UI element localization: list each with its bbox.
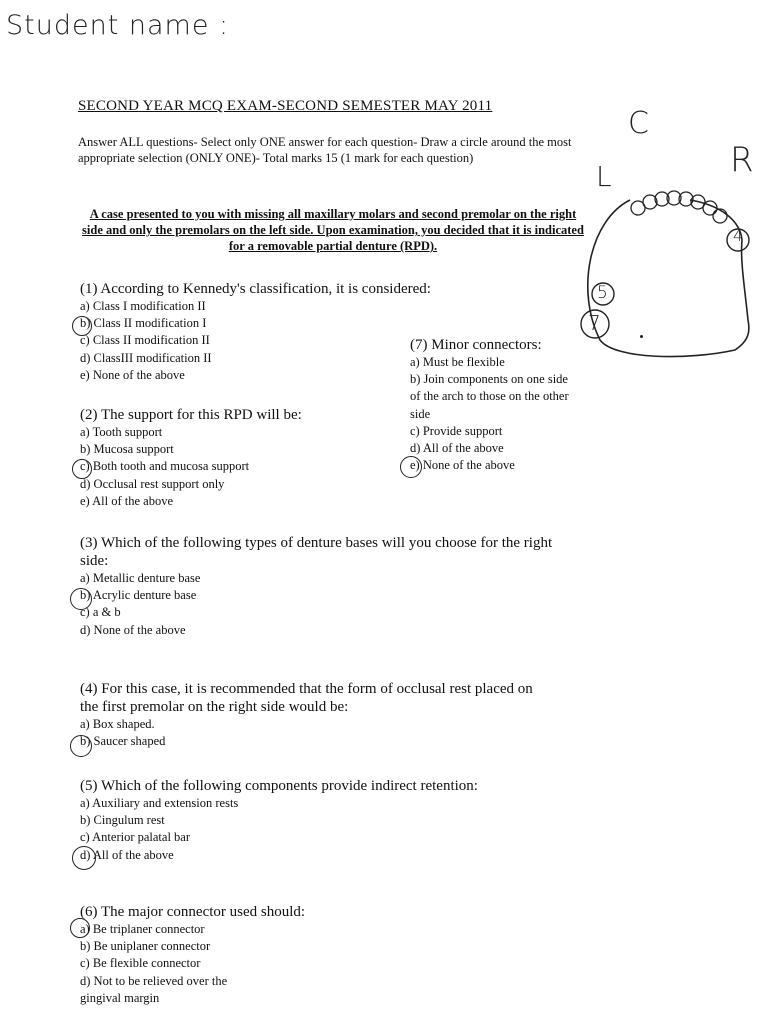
option-c[interactable]: c) Class II modification II xyxy=(80,333,210,348)
option-e[interactable]: e) None of the above xyxy=(410,458,515,473)
question-stem: (2) The support for this RPD will be: xyxy=(80,407,302,423)
option-b[interactable]: b) Acrylic denture base xyxy=(80,588,197,603)
question-2 xyxy=(80,406,302,510)
question-stem: (7) Minor connectors: xyxy=(410,337,542,353)
handwritten-l: L xyxy=(596,160,612,193)
option-d[interactable]: d) ClassIII modification II xyxy=(80,350,212,365)
dental-arch-sketch xyxy=(570,180,760,370)
question-stem: (6) The major connector used should: xyxy=(80,904,306,920)
answer-circle-q3 xyxy=(70,588,92,610)
tooth-number-4: 4 xyxy=(733,227,743,245)
question-stem: (3) Which of the following types of denture bases will you choose for the right side: xyxy=(80,535,553,569)
option-a[interactable]: a) Class I modification II xyxy=(80,299,206,313)
option-b[interactable]: b) Join components on one side of the arch to those on the other side xyxy=(410,372,569,421)
option-b[interactable]: b) Mucosa support xyxy=(80,442,174,457)
option-d[interactable]: d) All of the above xyxy=(80,847,174,862)
handwritten-c: C xyxy=(628,106,649,141)
question-stem: (4) For this case, it is recommended that the form of occlusal rest placed on the first premolar on the right side would be: xyxy=(80,681,533,715)
question-5 xyxy=(80,777,478,864)
answer-circle-q2 xyxy=(72,459,92,479)
option-e[interactable]: e) All of the above xyxy=(80,493,174,508)
answer-circle-q5 xyxy=(72,846,96,870)
answer-circle-q6 xyxy=(70,918,90,938)
answer-circle-q1 xyxy=(72,316,92,336)
case-description: A case presented to you with missing all maxillary molars and second premolar on the right side and only the premolars on the left side. Upon examination, you decided that it is indicated for a removable partial denture (RPD). xyxy=(82,207,584,253)
question-stem: (5) Which of the following components provide indirect retention: xyxy=(80,778,478,794)
question-stem: (1) According to Kennedy's classification, it is considered: xyxy=(80,281,431,297)
question-6 xyxy=(80,903,305,1007)
option-d[interactable]: d) None of the above xyxy=(80,622,186,637)
answer-circle-q4 xyxy=(70,735,92,757)
option-b[interactable]: b) Be uniplaner connector xyxy=(80,939,211,954)
option-b[interactable]: b) Saucer shaped xyxy=(80,734,166,749)
option-c[interactable]: c) a & b xyxy=(80,605,121,620)
option-c[interactable]: c) Be flexible connector xyxy=(80,956,201,971)
question-3 xyxy=(80,534,580,639)
student-name-label: Student name : xyxy=(6,10,230,41)
tooth-number-7: 7 xyxy=(588,311,601,335)
exam-instructions: Answer ALL questions- Select only ONE answer for each question- Draw a circle around the most appropriate selection (ONLY ONE)- Total marks 15 (1 mark for each question) xyxy=(78,135,572,165)
option-c[interactable]: c) Anterior palatal bar xyxy=(80,830,191,845)
option-c[interactable]: c) Both tooth and mucosa support xyxy=(80,459,250,474)
option-a[interactable]: a) Be triplaner connector xyxy=(80,922,205,936)
option-c[interactable]: c) Provide support xyxy=(410,423,503,438)
option-b[interactable]: b) Cingulum rest xyxy=(80,813,165,828)
option-d[interactable]: d) All of the above xyxy=(410,441,504,456)
question-7 xyxy=(410,336,580,474)
exam-title: SECOND YEAR MCQ EXAM-SECOND SEMESTER MAY 2011 xyxy=(78,98,493,114)
option-d[interactable]: d) Not to be relieved over the gingival margin xyxy=(80,973,228,1005)
handwritten-r: R xyxy=(730,140,754,180)
option-a[interactable]: a) Tooth support xyxy=(80,425,163,439)
option-a[interactable]: a) Auxiliary and extension rests xyxy=(80,796,239,810)
option-a[interactable]: a) Box shaped. xyxy=(80,717,155,731)
answer-circle-q7 xyxy=(400,456,422,478)
option-d[interactable]: d) Occlusal rest support only xyxy=(80,476,225,491)
option-b[interactable]: b) Class II modification I xyxy=(80,316,207,331)
option-a[interactable]: a) Metallic denture base xyxy=(80,571,201,585)
tooth-number-5: 5 xyxy=(597,283,608,303)
question-1 xyxy=(80,280,431,384)
option-a[interactable]: a) Must be flexible xyxy=(410,355,505,369)
option-e[interactable]: e) None of the above xyxy=(80,367,185,382)
question-4 xyxy=(80,680,550,750)
pen-dot xyxy=(640,335,643,338)
